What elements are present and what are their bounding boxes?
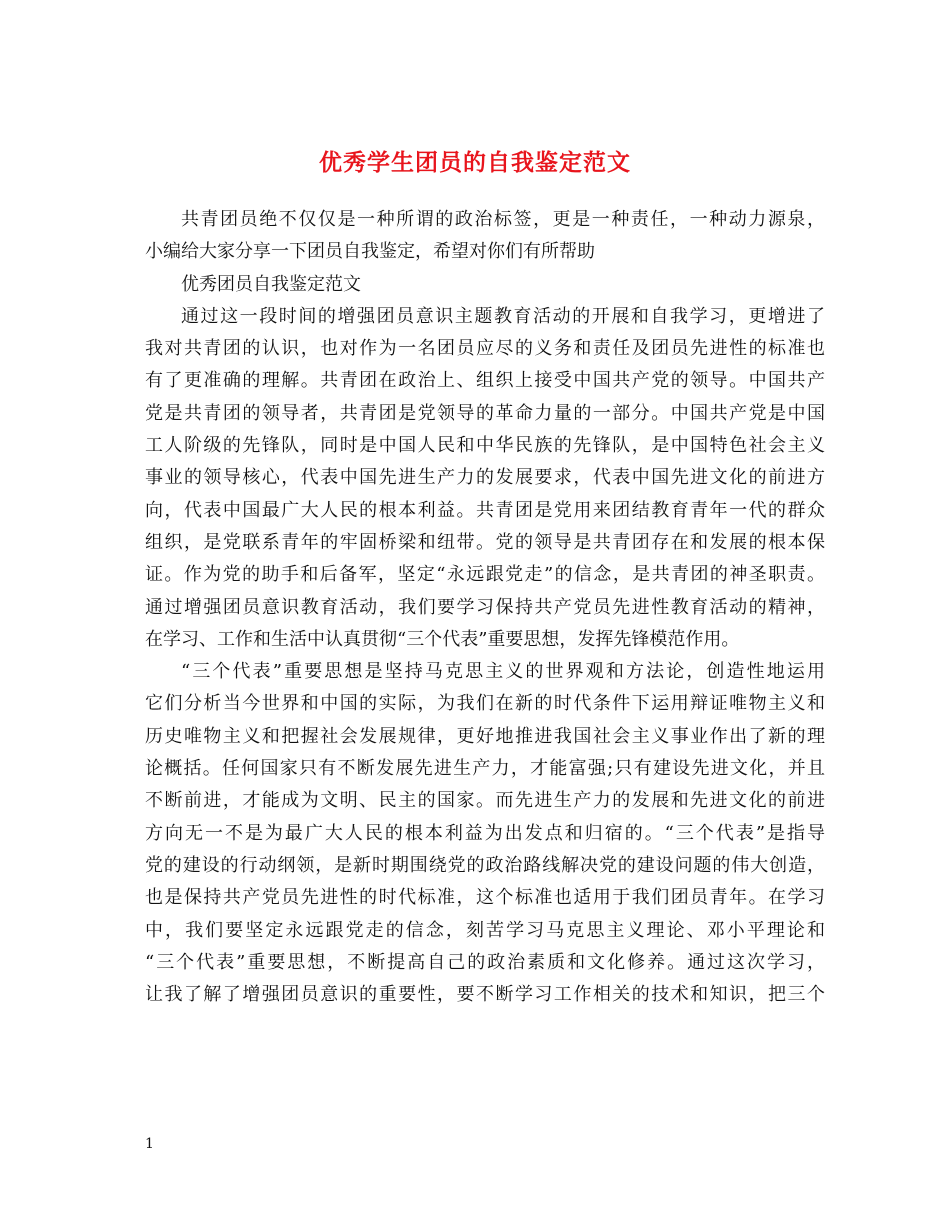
text-line: 党的建设的行动纲领，是新时期围绕党的政治路线解决党的建设问题的伟大创造， [145, 854, 825, 876]
text-line: 论概括。任何国家只有不断发展先进生产力，才能富强;只有建设先进文化，并且 [145, 758, 825, 780]
text-line: 在学习、工作和生活中认真贯彻“三个代表”重要思想，发挥先锋模范作用。 [145, 628, 740, 650]
page-number: 1 [145, 1136, 154, 1152]
text-line: 通过增强团员意识教育活动，我们要学习保持共产党员先进性教育活动的精神， [145, 596, 825, 618]
text-line: 不断前进，才能成为文明、民主的国家。而先进生产力的发展和先进文化的前进 [145, 790, 825, 812]
text-line: 我对共青团的认识，也对作为一名团员应尽的义务和责任及团员先进性的标准也 [145, 338, 825, 360]
text-line: 通过这一段时间的增强团员意识主题教育活动的开展和自我学习，更增进了 [181, 305, 825, 327]
text-line: 有了更准确的理解。共青团在政治上、组织上接受中国共产党的领导。中国共产 [145, 370, 825, 392]
text-line: 事业的领导核心，代表中国先进生产力的发展要求，代表中国先进文化的前进方 [145, 467, 825, 489]
text-line: 中，我们要坚定永远跟党走的信念，刻苦学习马克思主义理论、邓小平理论和 [145, 919, 825, 941]
text-line: 它们分析当今世界和中国的实际，为我们在新的时代条件下运用辩证唯物主义和 [145, 693, 825, 715]
text-line: 向，代表中国最广大人民的根本利益。共青团是党用来团结教育青年一代的群众 [145, 499, 825, 521]
text-line: “三个代表”重要思想，不断提高自己的政治素质和文化修养。通过这次学习， [145, 951, 825, 973]
document-body [145, 204, 825, 1011]
text-line: 证。作为党的助手和后备军，坚定“永远跟党走”的信念，是共青团的神圣职责。 [145, 564, 825, 586]
text-line: 党是共青团的领导者，共青团是党领导的革命力量的一部分。中国共产党是中国 [145, 402, 825, 424]
text-line: 小编给大家分享一下团员自我鉴定，希望对你们有所帮助 [145, 241, 595, 263]
text-line: “三个代表”重要思想是坚持马克思主义的世界观和方法论，创造性地运用 [181, 661, 825, 683]
text-line: 方向无一不是为最广大人民的根本利益为出发点和归宿的。“三个代表”是指导 [145, 822, 825, 844]
text-line: 也是保持共产党员先进性的时代标准，这个标准也适用于我们团员青年。在学习 [145, 887, 825, 909]
page-title: 优秀学生团员的自我鉴定范文 [319, 149, 631, 177]
text-line: 工人阶级的先锋队，同时是中国人民和中华民族的先锋队，是中国特色社会主义 [145, 435, 825, 457]
text-line: 共青团员绝不仅仅是一种所谓的政治标签，更是一种责任，一种动力源泉， [181, 209, 825, 230]
text-line: 优秀团员自我鉴定范文 [181, 273, 361, 295]
text-line: 组织，是党联系青年的牢固桥梁和纽带。党的领导是共青团存在和发展的根本保 [145, 531, 825, 553]
text-line: 让我了解了增强团员意识的重要性，要不断学习工作相关的技术和知识，把三个 [145, 984, 825, 1006]
text-line: 历史唯物主义和把握社会发展规律，更好地推进我国社会主义事业作出了新的理 [145, 725, 825, 747]
